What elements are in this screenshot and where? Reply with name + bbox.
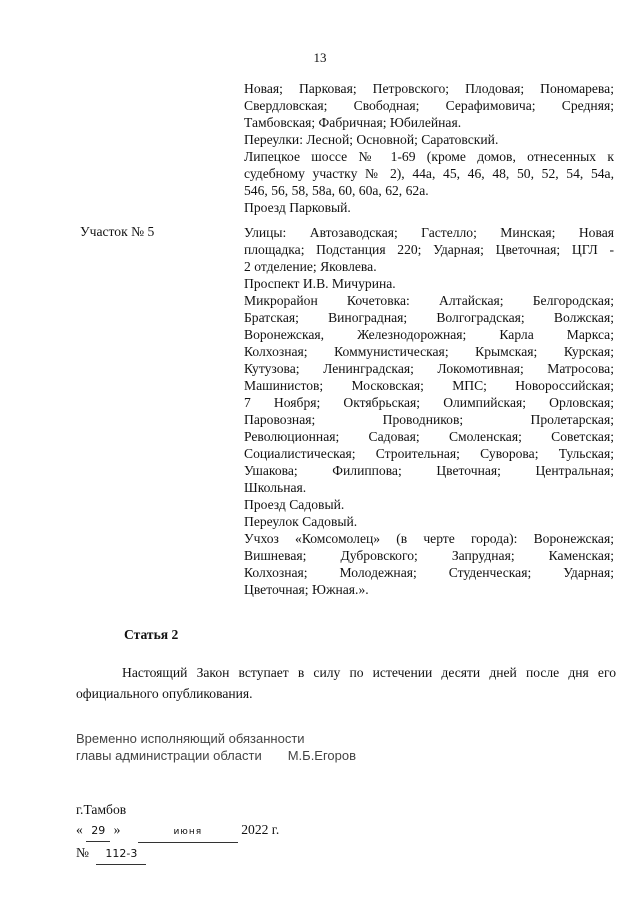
section-line: Школьная. [244, 480, 307, 495]
date-month: июня [138, 822, 238, 843]
law-line-1: Настоящий Закон вступает в силу по истечении десяти дней после дня его [122, 665, 616, 680]
section-line: Колхозная; Молодежная; Студенческая; Ударная; [244, 565, 614, 580]
date-line [76, 820, 279, 843]
section-line: Вишневая; Дубровского; Запрудная; Каменская; [244, 548, 614, 563]
top-line: Липецкое шоссе № 1-69 (кроме домов, отнесенных к [244, 149, 614, 164]
section-line: 2 отделение; Яковлева. [244, 259, 377, 274]
number-line [76, 843, 279, 865]
section-line: Колхозная; Коммунистическая; Крымская; Курская; [244, 344, 614, 359]
date-open-quote: « [76, 822, 83, 837]
section-line: Паровозная; Проводников; Пролетарская; [244, 412, 614, 427]
number-prefix: № [76, 845, 89, 860]
top-line: Переулки: Лесной; Основной; Саратовский. [244, 132, 499, 147]
section-line: Ушакова; Филиппова; Цветочная; Центральная; [244, 463, 614, 478]
section-line: Социалистическая; Строительная; Суворова; Тульская; [244, 446, 614, 461]
top-line: Свердловская; Свободная; Серафимовича; Средняя; [244, 98, 614, 113]
place-name: г.Тамбов [76, 802, 127, 817]
section-line: площадка; Подстанция 220; Ударная; Цветочная; ЦГЛ - [244, 242, 614, 257]
signature-title-line-2: главы администрации области [76, 748, 262, 763]
section-line: Цветочная; Южная.». [244, 582, 369, 597]
section-line: Микрорайон Кочетовка: Алтайская; Белгородская; [244, 293, 614, 308]
number-value: 112-3 [96, 844, 146, 865]
section-line: Воронежская, Железнодорожная; Карла Маркса; [244, 327, 614, 342]
section-line: Улицы: Автозаводская; Гастелло; Минская; Новая [244, 225, 614, 240]
section-line: Проезд Садовый. [244, 497, 345, 512]
date-close-quote: » [113, 822, 121, 837]
law-line-2: официального опубликования. [76, 686, 253, 701]
section-line: Учхоз «Комсомолец» (в черте города): Воронежская; [244, 531, 614, 546]
top-line: Тамбовская; Фабричная; Юбилейная. [244, 115, 462, 130]
section-line: Машинистов; Московская; МПС; Новороссийская; [244, 378, 614, 393]
date-year: 2022 г. [241, 822, 280, 837]
place-date-block [76, 800, 279, 865]
section-line: Революционная; Садовая; Смоленская; Советская; [244, 429, 614, 444]
signature-block [76, 730, 356, 764]
top-street-list [244, 80, 614, 216]
section-line: Переулок Садовый. [244, 514, 358, 529]
section-line: Кутузова; Ленинградская; Локомотивная; Матросова; [244, 361, 614, 376]
section-line: 7 Ноября; Октябрьская; Олимпийская; Орловская; [244, 395, 614, 410]
date-day: 29 [86, 821, 110, 842]
section-line: Братская; Виноградная; Волгоградская; Волжская; [244, 310, 614, 325]
section-label: Участок № 5 [80, 224, 155, 239]
section-line: Проспект И.В. Мичурина. [244, 276, 396, 291]
top-line: судебному участку № 2), 44а, 45, 46, 48, 50, 52, 54, 54а, [244, 166, 614, 181]
signature-title-line-1: Временно исполняющий обязанности [76, 731, 305, 746]
page-number: 13 [313, 50, 327, 65]
signature-name: М.Б.Егоров [287, 748, 357, 763]
law-paragraph [76, 662, 616, 704]
section-street-list [244, 224, 614, 598]
top-line: Новая; Парковая; Петровского; Плодовая; Пономарева; [244, 81, 614, 96]
top-line: Проезд Парковый. [244, 200, 351, 215]
top-line: 546, 56, 58, 58а, 60, 60а, 62, 62а. [244, 183, 429, 198]
article-title: Статья 2 [124, 627, 179, 642]
